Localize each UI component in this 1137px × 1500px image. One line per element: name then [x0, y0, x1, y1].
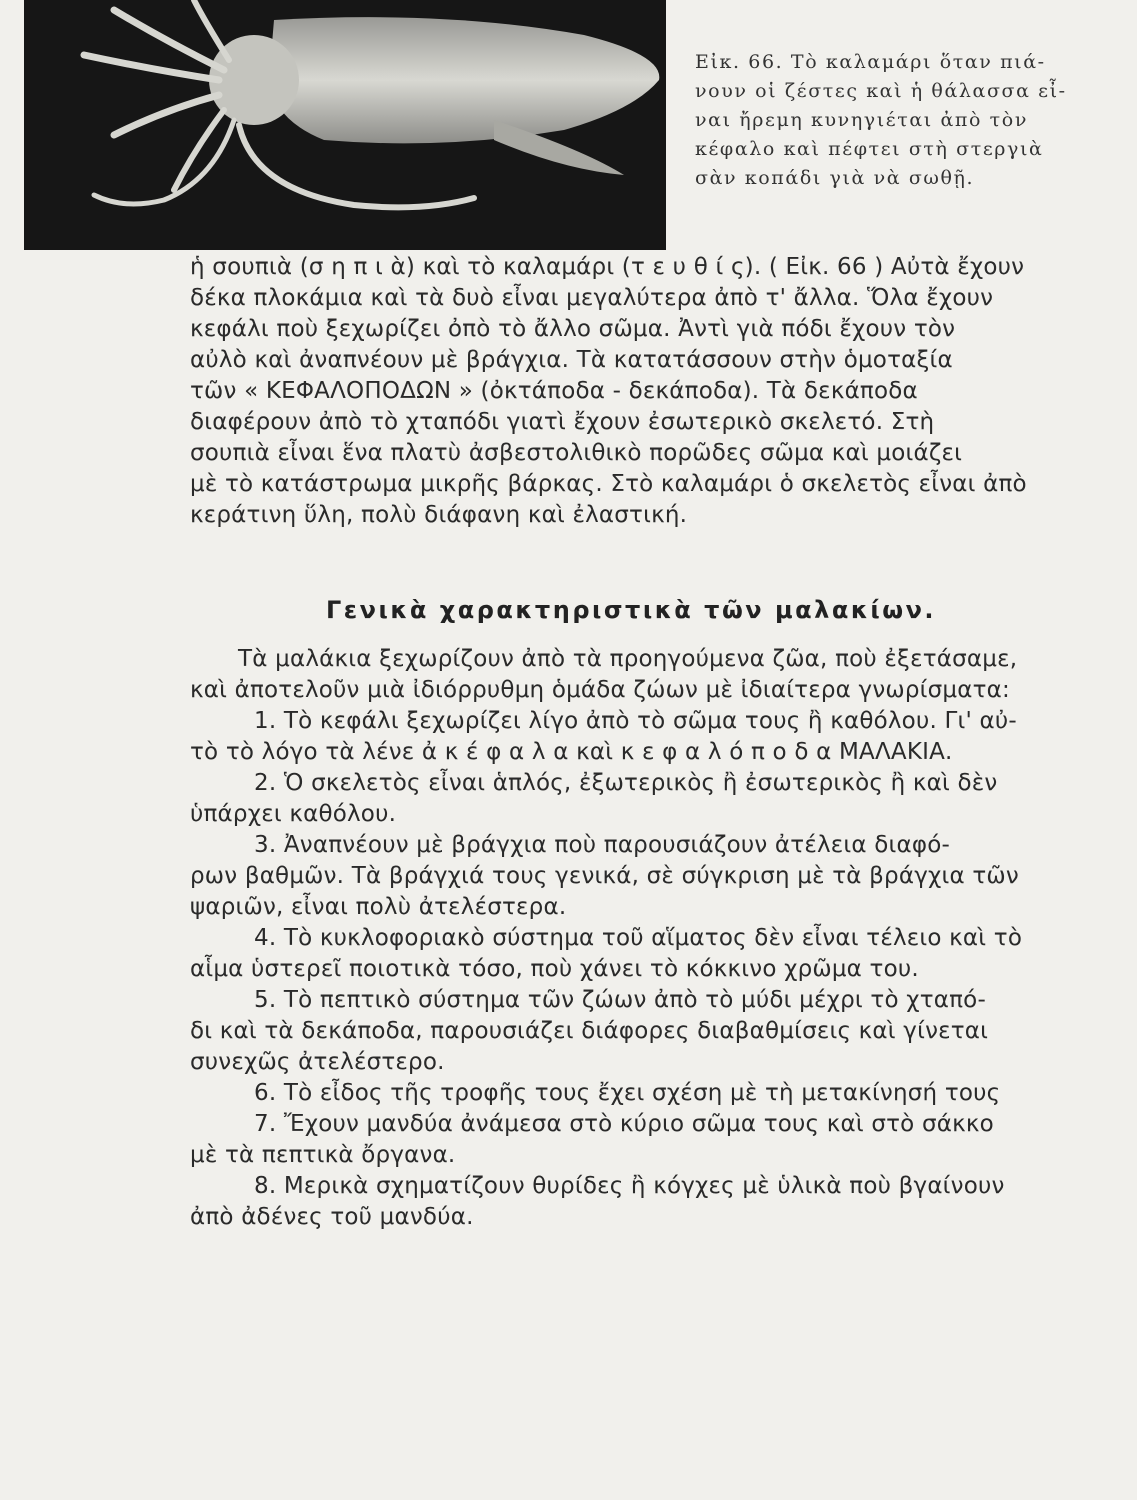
text-line: σουπιὰ εἶναι ἕνα πλατὺ ἀσβεστολιθικὸ πορῶδες σῶμα καὶ μοιάζει	[190, 440, 963, 466]
figure-caption	[695, 48, 1115, 193]
text-line: τὸ τὸ λόγο τὰ λένε ἀ κ έ φ α λ α καὶ κ ε φ α λ ό π ο δ α ΜΑΛΑΚΙΑ.	[190, 739, 953, 765]
list-item-line: 1. Τὸ κεφάλι ξεχωρίζει λίγο ἀπὸ τὸ σῶμα τους ἢ καθόλου. Γι' αὐ-	[254, 708, 1017, 734]
section-heading: Γενικὰ χαρακτηριστικὰ τῶν μαλακίων.	[326, 596, 937, 624]
characteristics-list	[190, 644, 1070, 1233]
text-line: ἡ σουπιὰ (σ η π ι ὰ) καὶ τὸ καλαμάρι (τ ε υ θ ί ς). ( Εἰκ. 66 ) Αὐτὰ ἔχουν	[190, 254, 1025, 280]
list-item-line: 6. Τὸ εἶδος τῆς τροφῆς τους ἔχει σχέση μὲ τὴ μετακίνησή τους	[254, 1080, 1001, 1106]
squid-illustration	[24, 0, 666, 250]
list-item-line: 8. Μερικὰ σχηματίζουν θυρίδες ἢ κόγχες μὲ ὑλικὰ ποὺ βγαίνουν	[254, 1173, 1005, 1199]
list-item-line: 3. Ἀναπνέουν μὲ βράγχια ποὺ παρουσιάζουν ἀτέλεια διαφό-	[254, 832, 951, 858]
list-item-line: 2. Ὁ σκελετὸς εἶναι ἁπλός, ἐξωτερικὸς ἢ ἐσωτερικὸς ἢ καὶ δὲν	[254, 770, 998, 796]
text-line: καὶ ἀποτελοῦν μιὰ ἰδιόρρυθμη ὁμάδα ζώων μὲ ἰδιαίτερα γνωρίσματα:	[190, 677, 1010, 703]
text-line: μὲ τὸ κατάστρωμα μικρῆς βάρκας. Στὸ καλαμάρι ὁ σκελετὸς εἶναι ἀπὸ	[190, 471, 1027, 497]
text-line: διαφέρουν ἀπὸ τὸ χταπόδι γιατὶ ἔχουν ἐσωτερικὸ σκελετό. Στὴ	[190, 409, 935, 435]
caption-line: κέφαλο καὶ πέφτει στὴ στεργιὰ	[695, 138, 1044, 160]
text-line: κεράτινη ὕλη, πολὺ διάφανη καὶ ἐλαστική.	[190, 502, 688, 528]
list-item-line: 7. Ἔχουν μανδύα ἀνάμεσα στὸ κύριο σῶμα τους καὶ στὸ σάκκο	[254, 1111, 994, 1137]
text-line: ψαριῶν, εἶναι πολὺ ἀτελέστερα.	[190, 894, 567, 920]
text-line: αὐλὸ καὶ ἀναπνέουν μὲ βράγχια. Τὰ κατατάσσουν στὴν ὁμοταξία	[190, 347, 953, 373]
caption-line: Εἰκ. 66. Τὸ καλαμάρι ὅταν πιά-	[695, 51, 1046, 73]
squid-photo	[24, 0, 666, 250]
text-line: ὑπάρχει καθόλου.	[190, 801, 397, 827]
text-line: ρων βαθμῶν. Τὰ βράγχιά τους γενικά, σὲ σύγκριση μὲ τὰ βράγχια τῶν	[190, 863, 1019, 889]
text-line: Τὰ μαλάκια ξεχωρίζουν ἀπὸ τὰ προηγούμενα ζῶα, ποὺ ἐξετάσαμε,	[238, 646, 1018, 672]
caption-line: σὰν κοπάδι γιὰ νὰ σωθῇ.	[695, 167, 975, 189]
list-item-line: 4. Τὸ κυκλοφοριακὸ σύστημα τοῦ αἵματος δὲν εἶναι τέλειο καὶ τὸ	[254, 925, 1023, 951]
caption-line: νουν οἱ ζέστες καὶ ἡ θάλασσα εἶ-	[695, 80, 1067, 102]
caption-line: ναι ἤρεμη κυνηγιέται ἀπὸ τὸν	[695, 109, 1028, 131]
text-line: αἷμα ὑστερεῖ ποιοτικὰ τόσο, ποὺ χάνει τὸ κόκκινο χρῶμα του.	[190, 956, 919, 982]
text-line: ἀπὸ ἀδένες τοῦ μανδύα.	[190, 1204, 474, 1230]
text-line: τῶν « ΚΕΦΑΛΟΠΟΔΩΝ » (ὀκτάποδα - δεκάποδα). Τὰ δεκάποδα	[190, 378, 918, 404]
text-line: δέκα πλοκάμια καὶ τὰ δυὸ εἶναι μεγαλύτερα ἀπὸ τ' ἄλλα. Ὅλα ἔχουν	[190, 285, 994, 311]
list-item-line: 5. Τὸ πεπτικὸ σύστημα τῶν ζώων ἀπὸ τὸ μύδι μέχρι τὸ χταπό-	[254, 987, 986, 1013]
intro-paragraph	[190, 252, 1070, 531]
text-line: συνεχῶς ἀτελέστερο.	[190, 1049, 445, 1075]
text-line: κεφάλι ποὺ ξεχωρίζει ὀπὸ τὸ ἄλλο σῶμα. Ἀντὶ γιὰ πόδι ἔχουν τὸν	[190, 316, 956, 342]
text-line: δι καὶ τὰ δεκάποδα, παρουσιάζει διάφορες διαβαθμίσεις καὶ γίνεται	[190, 1018, 989, 1044]
text-line: μὲ τὰ πεπτικὰ ὄργανα.	[190, 1142, 456, 1168]
